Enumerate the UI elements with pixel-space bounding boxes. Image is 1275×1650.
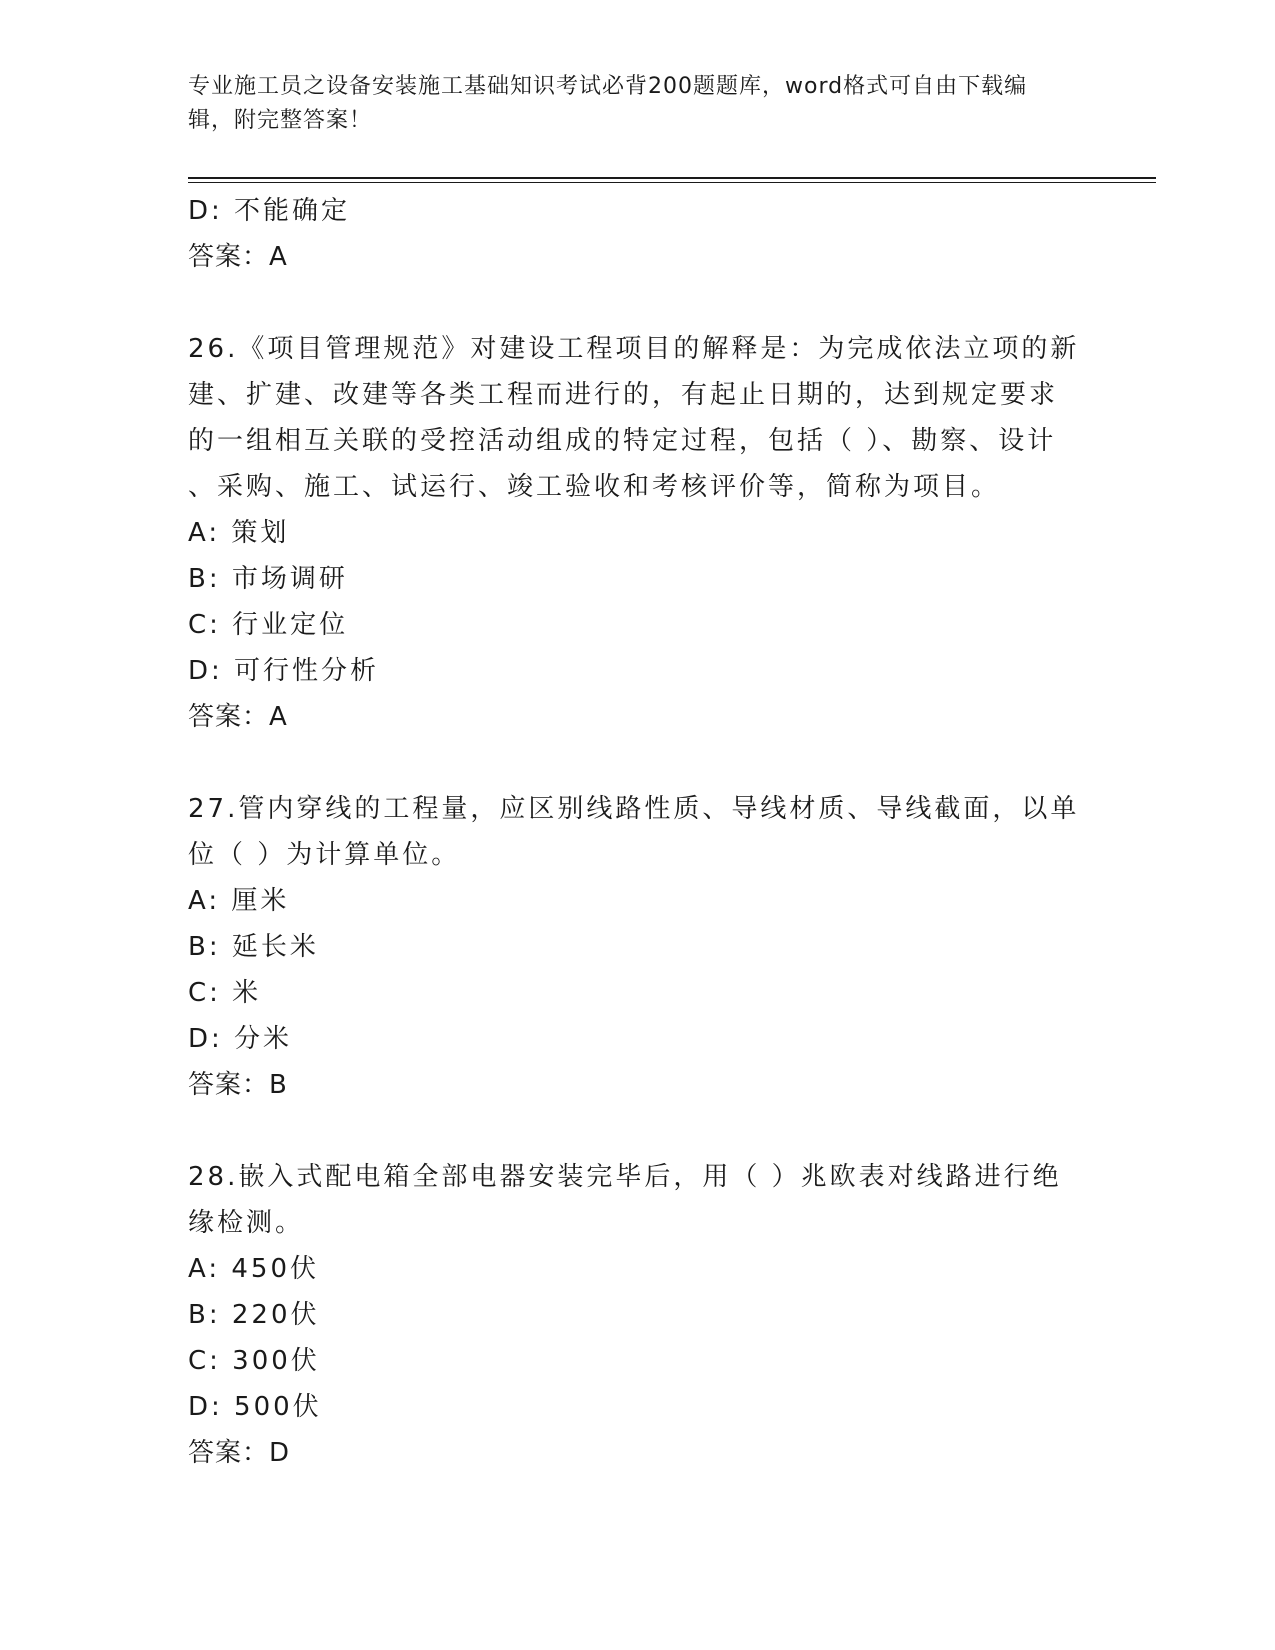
option-a: A: 450伏 <box>188 1254 319 1284</box>
option-line: D: 不能确定 <box>188 196 351 226</box>
spacer <box>188 1108 1088 1154</box>
option-d: D: 500伏 <box>188 1392 322 1422</box>
question-28 <box>188 1154 1088 1476</box>
option-a: A: 策划 <box>188 518 290 548</box>
option-d: D: 可行性分析 <box>188 656 380 686</box>
question-text-line: 缘检测。 <box>188 1208 305 1238</box>
question-text-line: 位（ ）为计算单位。 <box>188 840 461 870</box>
question-text-line: 27.管内穿线的工程量，应区别线路性质、导线材质、导线截面，以单 <box>188 794 1080 824</box>
question-text-line: 建、扩建、改建等各类工程而进行的，有起止日期的，达到规定要求 <box>188 380 1059 410</box>
option-d: D: 分米 <box>188 1024 293 1054</box>
page-header: 专业施工员之设备安装施工基础知识考试必背200题题库，word格式可自由下载编辑，附完整答案！ <box>188 74 1028 133</box>
option-a: A: 厘米 <box>188 886 290 916</box>
question-text-line: 的一组相互关联的受控活动组成的特定过程，包括（ ）、勘察、设计 <box>188 426 1057 456</box>
header-divider-thick <box>188 177 1156 179</box>
spacer <box>188 740 1088 786</box>
option-b: B: 延长米 <box>188 932 319 962</box>
question-text-line: 26.《项目管理规范》对建设工程项目的解释是：为完成依法立项的新 <box>188 334 1080 364</box>
question-26 <box>188 326 1088 740</box>
spacer <box>188 280 1088 326</box>
answer-line: 答案：B <box>188 1070 288 1100</box>
option-c: C: 行业定位 <box>188 610 349 640</box>
option-b: B: 220伏 <box>188 1300 320 1330</box>
question-text-line: 28.嵌入式配电箱全部电器安装完毕后，用（ ）兆欧表对线路进行绝 <box>188 1162 1062 1192</box>
answer-line: 答案：A <box>188 702 288 732</box>
question-27 <box>188 786 1088 1108</box>
answer-line: 答案：A <box>188 242 288 272</box>
answer-line: 答案：D <box>188 1438 291 1468</box>
option-b: B: 市场调研 <box>188 564 348 594</box>
document-body <box>188 188 1088 1476</box>
question-text-line: 、采购、施工、试运行、竣工验收和考核评价等，简称为项目。 <box>188 472 1001 502</box>
option-c: C: 300伏 <box>188 1346 320 1376</box>
option-c: C: 米 <box>188 978 262 1008</box>
header-divider-thin <box>188 182 1156 183</box>
